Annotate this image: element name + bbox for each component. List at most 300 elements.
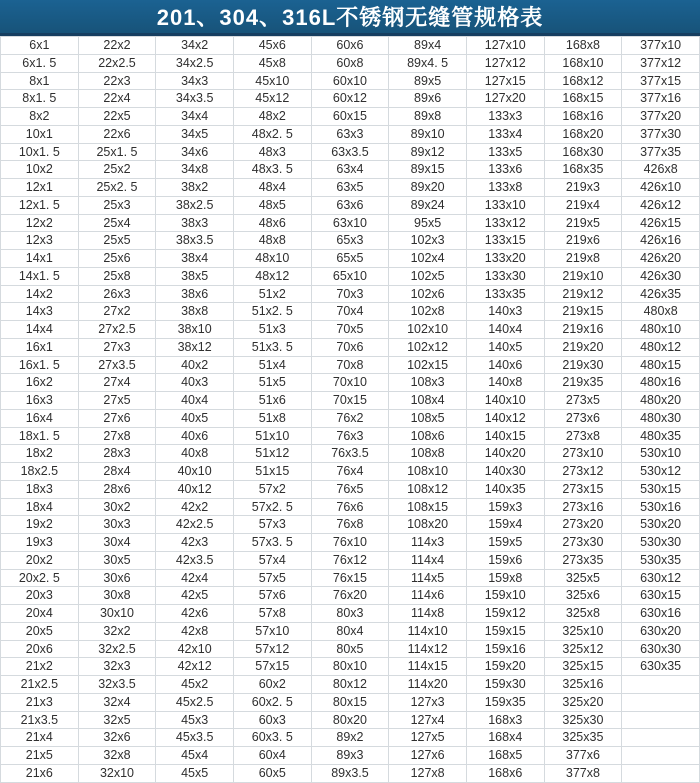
spec-cell: 32x8 [78, 747, 156, 765]
spec-cell: 40x4 [156, 392, 234, 410]
spec-cell: 20x3 [1, 587, 79, 605]
spec-cell: 159x30 [466, 676, 544, 694]
spec-cell-empty [622, 764, 700, 782]
spec-cell: 51x5 [233, 374, 311, 392]
spec-cell: 480x20 [622, 392, 700, 410]
spec-cell: 65x5 [311, 250, 389, 268]
spec-cell: 51x10 [233, 427, 311, 445]
spec-row [1, 374, 700, 392]
spec-cell: 325x35 [544, 729, 622, 747]
spec-cell: 426x16 [622, 232, 700, 250]
spec-row [1, 143, 700, 161]
spec-cell: 89x24 [389, 196, 467, 214]
spec-cell: 51x2. 5 [233, 303, 311, 321]
spec-cell: 63x3 [311, 125, 389, 143]
spec-cell: 114x20 [389, 676, 467, 694]
spec-cell: 219x10 [544, 267, 622, 285]
spec-cell: 28x4 [78, 463, 156, 481]
spec-cell: 89x4. 5 [389, 54, 467, 72]
spec-cell: 377x6 [544, 747, 622, 765]
spec-cell: 48x4 [233, 179, 311, 197]
spec-cell: 27x4 [78, 374, 156, 392]
spec-cell: 273x5 [544, 392, 622, 410]
spec-row [1, 711, 700, 729]
spec-cell: 32x5 [78, 711, 156, 729]
spec-row [1, 676, 700, 694]
spec-cell: 38x2.5 [156, 196, 234, 214]
spec-cell: 127x5 [389, 729, 467, 747]
spec-row [1, 125, 700, 143]
spec-cell: 25x6 [78, 250, 156, 268]
spec-cell: 34x2 [156, 37, 234, 55]
spec-cell: 57x3. 5 [233, 534, 311, 552]
spec-row [1, 161, 700, 179]
spec-cell: 8x1 [1, 72, 79, 90]
spec-row [1, 463, 700, 481]
spec-row [1, 285, 700, 303]
spec-cell: 273x10 [544, 445, 622, 463]
spec-cell: 32x6 [78, 729, 156, 747]
spec-cell: 27x2 [78, 303, 156, 321]
spec-cell: 76x15 [311, 569, 389, 587]
spec-cell: 426x12 [622, 196, 700, 214]
spec-row [1, 569, 700, 587]
spec-cell: 34x6 [156, 143, 234, 161]
spec-cell: 22x4 [78, 90, 156, 108]
spec-cell: 6x1. 5 [1, 54, 79, 72]
spec-cell: 108x12 [389, 480, 467, 498]
spec-row [1, 232, 700, 250]
spec-cell: 20x2. 5 [1, 569, 79, 587]
spec-row [1, 534, 700, 552]
spec-cell: 133x10 [466, 196, 544, 214]
spec-row [1, 480, 700, 498]
spec-cell: 20x4 [1, 605, 79, 623]
spec-cell: 34x8 [156, 161, 234, 179]
spec-cell: 21x6 [1, 764, 79, 782]
spec-cell: 21x2 [1, 658, 79, 676]
spec-cell: 30x8 [78, 587, 156, 605]
spec-cell: 27x5 [78, 392, 156, 410]
spec-cell: 22x2 [78, 37, 156, 55]
spec-cell: 16x1. 5 [1, 356, 79, 374]
spec-cell: 140x30 [466, 463, 544, 481]
spec-cell: 30x2 [78, 498, 156, 516]
spec-cell: 26x3 [78, 285, 156, 303]
spec-cell: 48x5 [233, 196, 311, 214]
spec-table [0, 36, 700, 783]
spec-cell: 80x12 [311, 676, 389, 694]
spec-cell: 114x12 [389, 640, 467, 658]
spec-cell: 127x6 [389, 747, 467, 765]
spec-cell: 63x4 [311, 161, 389, 179]
spec-cell: 133x12 [466, 214, 544, 232]
spec-cell: 114x10 [389, 622, 467, 640]
spec-cell: 65x3 [311, 232, 389, 250]
spec-cell: 51x4 [233, 356, 311, 374]
spec-row [1, 338, 700, 356]
spec-cell: 60x2. 5 [233, 693, 311, 711]
spec-cell: 48x3 [233, 143, 311, 161]
spec-cell: 51x15 [233, 463, 311, 481]
spec-cell: 530x12 [622, 463, 700, 481]
spec-cell: 219x4 [544, 196, 622, 214]
spec-cell: 10x1. 5 [1, 143, 79, 161]
spec-cell: 102x6 [389, 285, 467, 303]
spec-cell: 30x5 [78, 551, 156, 569]
spec-cell: 38x10 [156, 321, 234, 339]
spec-cell: 133x8 [466, 179, 544, 197]
spec-cell: 325x12 [544, 640, 622, 658]
spec-cell: 80x20 [311, 711, 389, 729]
spec-cell: 19x2 [1, 516, 79, 534]
spec-cell: 60x5 [233, 764, 311, 782]
spec-cell: 127x20 [466, 90, 544, 108]
spec-cell: 480x16 [622, 374, 700, 392]
spec-cell: 25x4 [78, 214, 156, 232]
spec-cell: 114x3 [389, 534, 467, 552]
spec-cell: 22x5 [78, 108, 156, 126]
spec-cell: 32x4 [78, 693, 156, 711]
spec-cell: 40x2 [156, 356, 234, 374]
spec-cell: 22x2.5 [78, 54, 156, 72]
spec-cell: 89x5 [389, 72, 467, 90]
spec-cell: 80x4 [311, 622, 389, 640]
spec-row [1, 658, 700, 676]
spec-cell: 114x4 [389, 551, 467, 569]
spec-cell: 219x12 [544, 285, 622, 303]
spec-cell: 89x10 [389, 125, 467, 143]
spec-cell: 168x8 [544, 37, 622, 55]
spec-cell: 21x4 [1, 729, 79, 747]
spec-row [1, 747, 700, 765]
spec-cell: 70x8 [311, 356, 389, 374]
spec-cell: 40x3 [156, 374, 234, 392]
spec-cell: 48x3. 5 [233, 161, 311, 179]
spec-cell: 108x5 [389, 409, 467, 427]
spec-cell: 273x12 [544, 463, 622, 481]
spec-row [1, 108, 700, 126]
spec-cell: 325x8 [544, 605, 622, 623]
spec-cell: 273x6 [544, 409, 622, 427]
spec-cell: 42x6 [156, 605, 234, 623]
spec-cell: 159x15 [466, 622, 544, 640]
spec-cell: 168x16 [544, 108, 622, 126]
spec-cell: 48x6 [233, 214, 311, 232]
spec-cell: 140x12 [466, 409, 544, 427]
spec-cell: 32x3.5 [78, 676, 156, 694]
spec-cell: 219x5 [544, 214, 622, 232]
spec-cell: 168x20 [544, 125, 622, 143]
spec-cell: 27x3.5 [78, 356, 156, 374]
spec-cell: 140x35 [466, 480, 544, 498]
spec-cell: 38x5 [156, 267, 234, 285]
spec-cell: 325x5 [544, 569, 622, 587]
spec-cell: 140x10 [466, 392, 544, 410]
spec-cell: 76x3 [311, 427, 389, 445]
spec-cell: 51x12 [233, 445, 311, 463]
spec-cell: 57x8 [233, 605, 311, 623]
spec-cell: 89x3.5 [311, 764, 389, 782]
spec-cell: 76x3.5 [311, 445, 389, 463]
spec-cell: 168x35 [544, 161, 622, 179]
spec-cell: 60x2 [233, 676, 311, 694]
spec-cell: 45x2.5 [156, 693, 234, 711]
spec-cell: 168x5 [466, 747, 544, 765]
page-title: 201、304、316L不锈钢无缝管规格表 [156, 5, 544, 30]
spec-cell: 51x3 [233, 321, 311, 339]
spec-cell: 219x3 [544, 179, 622, 197]
spec-cell: 159x4 [466, 516, 544, 534]
spec-cell: 108x15 [389, 498, 467, 516]
spec-cell: 18x4 [1, 498, 79, 516]
spec-cell: 57x5 [233, 569, 311, 587]
spec-cell: 10x1 [1, 125, 79, 143]
spec-cell: 80x5 [311, 640, 389, 658]
spec-cell: 530x35 [622, 551, 700, 569]
spec-cell: 12x3 [1, 232, 79, 250]
spec-row [1, 516, 700, 534]
spec-cell: 40x12 [156, 480, 234, 498]
spec-row [1, 37, 700, 55]
spec-cell: 76x20 [311, 587, 389, 605]
spec-cell: 530x15 [622, 480, 700, 498]
spec-cell: 38x4 [156, 250, 234, 268]
spec-row [1, 551, 700, 569]
spec-cell: 168x3 [466, 711, 544, 729]
spec-cell: 18x1. 5 [1, 427, 79, 445]
spec-cell: 80x10 [311, 658, 389, 676]
spec-row [1, 605, 700, 623]
spec-cell: 140x20 [466, 445, 544, 463]
spec-row [1, 498, 700, 516]
spec-cell: 140x6 [466, 356, 544, 374]
spec-cell: 89x20 [389, 179, 467, 197]
spec-cell: 377x15 [622, 72, 700, 90]
spec-cell: 16x2 [1, 374, 79, 392]
spec-cell: 14x1 [1, 250, 79, 268]
spec-cell: 60x12 [311, 90, 389, 108]
spec-cell: 70x3 [311, 285, 389, 303]
spec-cell: 219x35 [544, 374, 622, 392]
spec-cell: 168x30 [544, 143, 622, 161]
spec-cell: 114x5 [389, 569, 467, 587]
spec-cell: 65x10 [311, 267, 389, 285]
spec-cell: 76x2 [311, 409, 389, 427]
spec-cell: 20x6 [1, 640, 79, 658]
spec-cell: 34x2.5 [156, 54, 234, 72]
spec-cell: 12x1 [1, 179, 79, 197]
spec-cell: 70x10 [311, 374, 389, 392]
spec-cell: 377x20 [622, 108, 700, 126]
spec-cell: 60x4 [233, 747, 311, 765]
spec-cell: 63x3.5 [311, 143, 389, 161]
spec-cell: 102x15 [389, 356, 467, 374]
spec-cell: 45x4 [156, 747, 234, 765]
spec-cell: 159x8 [466, 569, 544, 587]
spec-row [1, 179, 700, 197]
spec-cell: 19x3 [1, 534, 79, 552]
spec-cell: 38x6 [156, 285, 234, 303]
spec-cell: 89x2 [311, 729, 389, 747]
spec-cell: 127x15 [466, 72, 544, 90]
spec-cell-empty [622, 747, 700, 765]
spec-cell: 159x3 [466, 498, 544, 516]
spec-row [1, 409, 700, 427]
spec-cell: 42x8 [156, 622, 234, 640]
spec-cell: 133x6 [466, 161, 544, 179]
spec-cell: 25x5 [78, 232, 156, 250]
spec-cell: 34x4 [156, 108, 234, 126]
spec-cell: 25x1. 5 [78, 143, 156, 161]
spec-cell: 25x2. 5 [78, 179, 156, 197]
spec-cell: 42x10 [156, 640, 234, 658]
spec-row [1, 356, 700, 374]
spec-cell: 21x2.5 [1, 676, 79, 694]
spec-cell: 42x5 [156, 587, 234, 605]
spec-row [1, 764, 700, 782]
spec-cell: 133x3 [466, 108, 544, 126]
spec-cell: 16x4 [1, 409, 79, 427]
spec-cell: 127x10 [466, 37, 544, 55]
spec-cell: 57x2 [233, 480, 311, 498]
spec-cell: 114x8 [389, 605, 467, 623]
spec-cell: 133x30 [466, 267, 544, 285]
spec-cell: 159x12 [466, 605, 544, 623]
spec-cell: 89x4 [389, 37, 467, 55]
title-bar [0, 0, 700, 36]
spec-cell: 102x8 [389, 303, 467, 321]
spec-cell: 127x3 [389, 693, 467, 711]
spec-cell: 530x10 [622, 445, 700, 463]
spec-cell: 60x15 [311, 108, 389, 126]
spec-cell: 51x2 [233, 285, 311, 303]
spec-cell: 325x6 [544, 587, 622, 605]
spec-cell: 76x4 [311, 463, 389, 481]
spec-cell: 70x5 [311, 321, 389, 339]
spec-cell: 80x15 [311, 693, 389, 711]
spec-cell: 57x4 [233, 551, 311, 569]
spec-cell: 377x8 [544, 764, 622, 782]
spec-cell: 63x5 [311, 179, 389, 197]
spec-cell: 60x6 [311, 37, 389, 55]
spec-cell: 18x2 [1, 445, 79, 463]
spec-cell: 426x15 [622, 214, 700, 232]
spec-cell: 377x35 [622, 143, 700, 161]
spec-cell: 108x10 [389, 463, 467, 481]
spec-cell: 10x2 [1, 161, 79, 179]
spec-cell: 34x3 [156, 72, 234, 90]
spec-cell: 102x4 [389, 250, 467, 268]
spec-row [1, 693, 700, 711]
spec-cell: 219x20 [544, 338, 622, 356]
spec-cell: 140x4 [466, 321, 544, 339]
spec-cell: 48x12 [233, 267, 311, 285]
spec-cell: 48x2. 5 [233, 125, 311, 143]
spec-cell: 16x3 [1, 392, 79, 410]
spec-cell: 32x3 [78, 658, 156, 676]
spec-cell: 28x6 [78, 480, 156, 498]
spec-cell: 168x6 [466, 764, 544, 782]
spec-cell: 80x3 [311, 605, 389, 623]
spec-cell: 325x10 [544, 622, 622, 640]
spec-cell: 102x12 [389, 338, 467, 356]
spec-cell: 21x5 [1, 747, 79, 765]
spec-cell: 219x16 [544, 321, 622, 339]
spec-cell: 38x8 [156, 303, 234, 321]
spec-cell: 18x2.5 [1, 463, 79, 481]
spec-cell: 89x3 [311, 747, 389, 765]
spec-cell: 38x2 [156, 179, 234, 197]
spec-cell: 70x4 [311, 303, 389, 321]
spec-row [1, 196, 700, 214]
spec-row [1, 303, 700, 321]
spec-cell: 114x6 [389, 587, 467, 605]
spec-cell: 76x8 [311, 516, 389, 534]
spec-cell: 168x10 [544, 54, 622, 72]
spec-cell: 89x12 [389, 143, 467, 161]
spec-cell: 426x10 [622, 179, 700, 197]
spec-cell: 57x15 [233, 658, 311, 676]
spec-cell: 45x12 [233, 90, 311, 108]
spec-cell: 630x16 [622, 605, 700, 623]
spec-cell: 14x1. 5 [1, 267, 79, 285]
spec-cell: 42x3.5 [156, 551, 234, 569]
spec-cell: 27x3 [78, 338, 156, 356]
spec-cell: 480x10 [622, 321, 700, 339]
spec-cell: 42x2.5 [156, 516, 234, 534]
spec-cell: 60x8 [311, 54, 389, 72]
spec-cell: 63x6 [311, 196, 389, 214]
spec-cell: 140x15 [466, 427, 544, 445]
spec-cell: 630x30 [622, 640, 700, 658]
spec-cell: 63x10 [311, 214, 389, 232]
spec-cell: 8x2 [1, 108, 79, 126]
spec-cell: 14x4 [1, 321, 79, 339]
spec-row [1, 321, 700, 339]
spec-cell: 27x2.5 [78, 321, 156, 339]
spec-cell: 325x20 [544, 693, 622, 711]
spec-cell: 325x16 [544, 676, 622, 694]
spec-cell: 30x6 [78, 569, 156, 587]
spec-cell: 42x2 [156, 498, 234, 516]
spec-cell: 426x8 [622, 161, 700, 179]
spec-cell: 219x8 [544, 250, 622, 268]
spec-cell: 133x4 [466, 125, 544, 143]
spec-cell: 57x6 [233, 587, 311, 605]
spec-cell: 630x35 [622, 658, 700, 676]
spec-row [1, 640, 700, 658]
spec-cell: 480x15 [622, 356, 700, 374]
spec-cell: 108x6 [389, 427, 467, 445]
spec-cell: 133x5 [466, 143, 544, 161]
spec-cell: 133x15 [466, 232, 544, 250]
spec-cell: 76x6 [311, 498, 389, 516]
spec-cell: 57x10 [233, 622, 311, 640]
spec-cell: 480x35 [622, 427, 700, 445]
spec-cell: 45x2 [156, 676, 234, 694]
spec-cell: 159x35 [466, 693, 544, 711]
spec-cell: 530x30 [622, 534, 700, 552]
spec-cell: 95x5 [389, 214, 467, 232]
spec-cell: 377x30 [622, 125, 700, 143]
spec-cell: 273x16 [544, 498, 622, 516]
spec-cell: 45x5 [156, 764, 234, 782]
spec-cell: 377x10 [622, 37, 700, 55]
spec-row [1, 445, 700, 463]
spec-cell: 168x15 [544, 90, 622, 108]
spec-cell: 30x3 [78, 516, 156, 534]
